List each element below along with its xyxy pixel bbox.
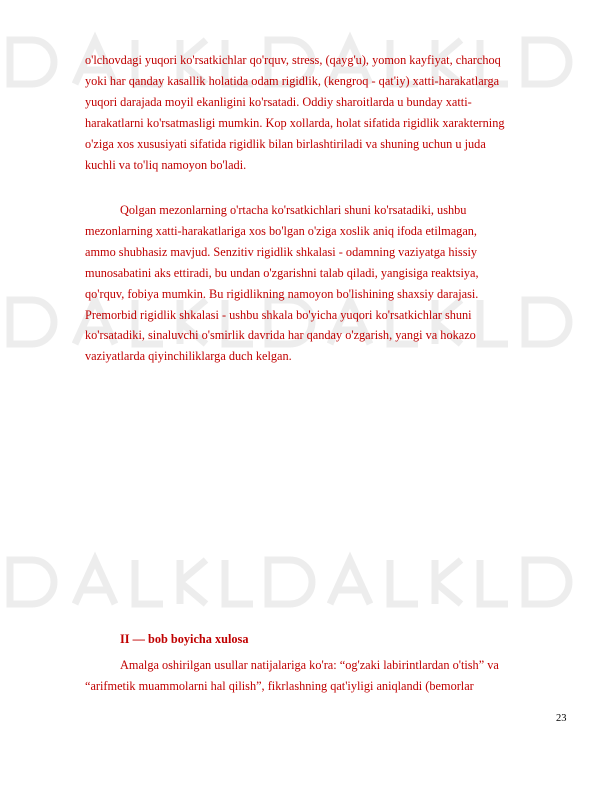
body-paragraph-2 [85,200,567,367]
body-paragraph-1 [85,50,567,175]
text-line: ko'rsatadiki, sinaluvchi o'smirlik davrida har qanday o'zgarish, yangi va hokazo [85,328,476,343]
text-line: kuchli va to'liq namoyon bo'ladi. [85,157,247,172]
text-line: munosabatini aks ettiradi, bu undan o'zgarishni talab qiladi, yangisiga reaktsiya, [85,265,479,280]
text-line: yoki har qanday kasallik holatida odam rigidlik, (kengroq - qat'iy) xatti-harakatlarga [85,73,500,88]
text-line: vaziyatlarda qiyinchiliklarga duch kelgan. [85,349,292,364]
text-line: mezonlarning xatti-harakatlariga xos bo'lgan o'ziga xoslik aniq ifoda etilmagan, [85,223,477,238]
section-heading: II — bob boyicha xulosa [120,632,249,646]
text-line: harakatlarni ko'rsatmasligi mumkin. Kop xollarda, holat sifatida rigidlik xarakterning [85,115,505,130]
text-line: ammo shubhasiz mavjud. Senzitiv rigidlik shkalasi - odamning vaziyatga hissiy [85,244,478,259]
text-line: “arifmetik muammolarni hal qilish”, fikrlashning qat'iyligi aniqlandi (bemorlar [85,678,474,693]
text-line: o'ziga xos xususiyati sifatida rigidlik bilan birlashtiriladi va shuning uchun u juda [85,136,486,151]
page-number: 23 [556,713,567,724]
text-line: yuqori darajada moyil ekanligini ko'rsatadi. Oddiy sharoitlarda u bunday xatti- [85,94,472,109]
closing-paragraph [85,655,567,697]
text-line: qo'rquv, fobiya mumkin. Bu rigidlikning namoyon bo'lishining shaxsiy darajasi. [85,286,479,301]
text-line: Qolgan mezonlarning o'rtacha ko'rsatkichlari shuni ko'rsatadiki, ushbu [120,203,467,217]
text-line: o'lchovdagi yuqori ko'rsatkichlar qo'rquv, stress, (qayg'u), yomon kayfiyat, charchoq [85,53,501,67]
text-line: Amalga oshirilgan usullar natijalariga ko'ra: “og'zaki labirintlardan o'tish” va [120,658,499,672]
text-line: Premorbid rigidlik shkalasi - ushbu shkala bo'yicha yuqori ko'rsatkichlar shuni [85,307,472,322]
